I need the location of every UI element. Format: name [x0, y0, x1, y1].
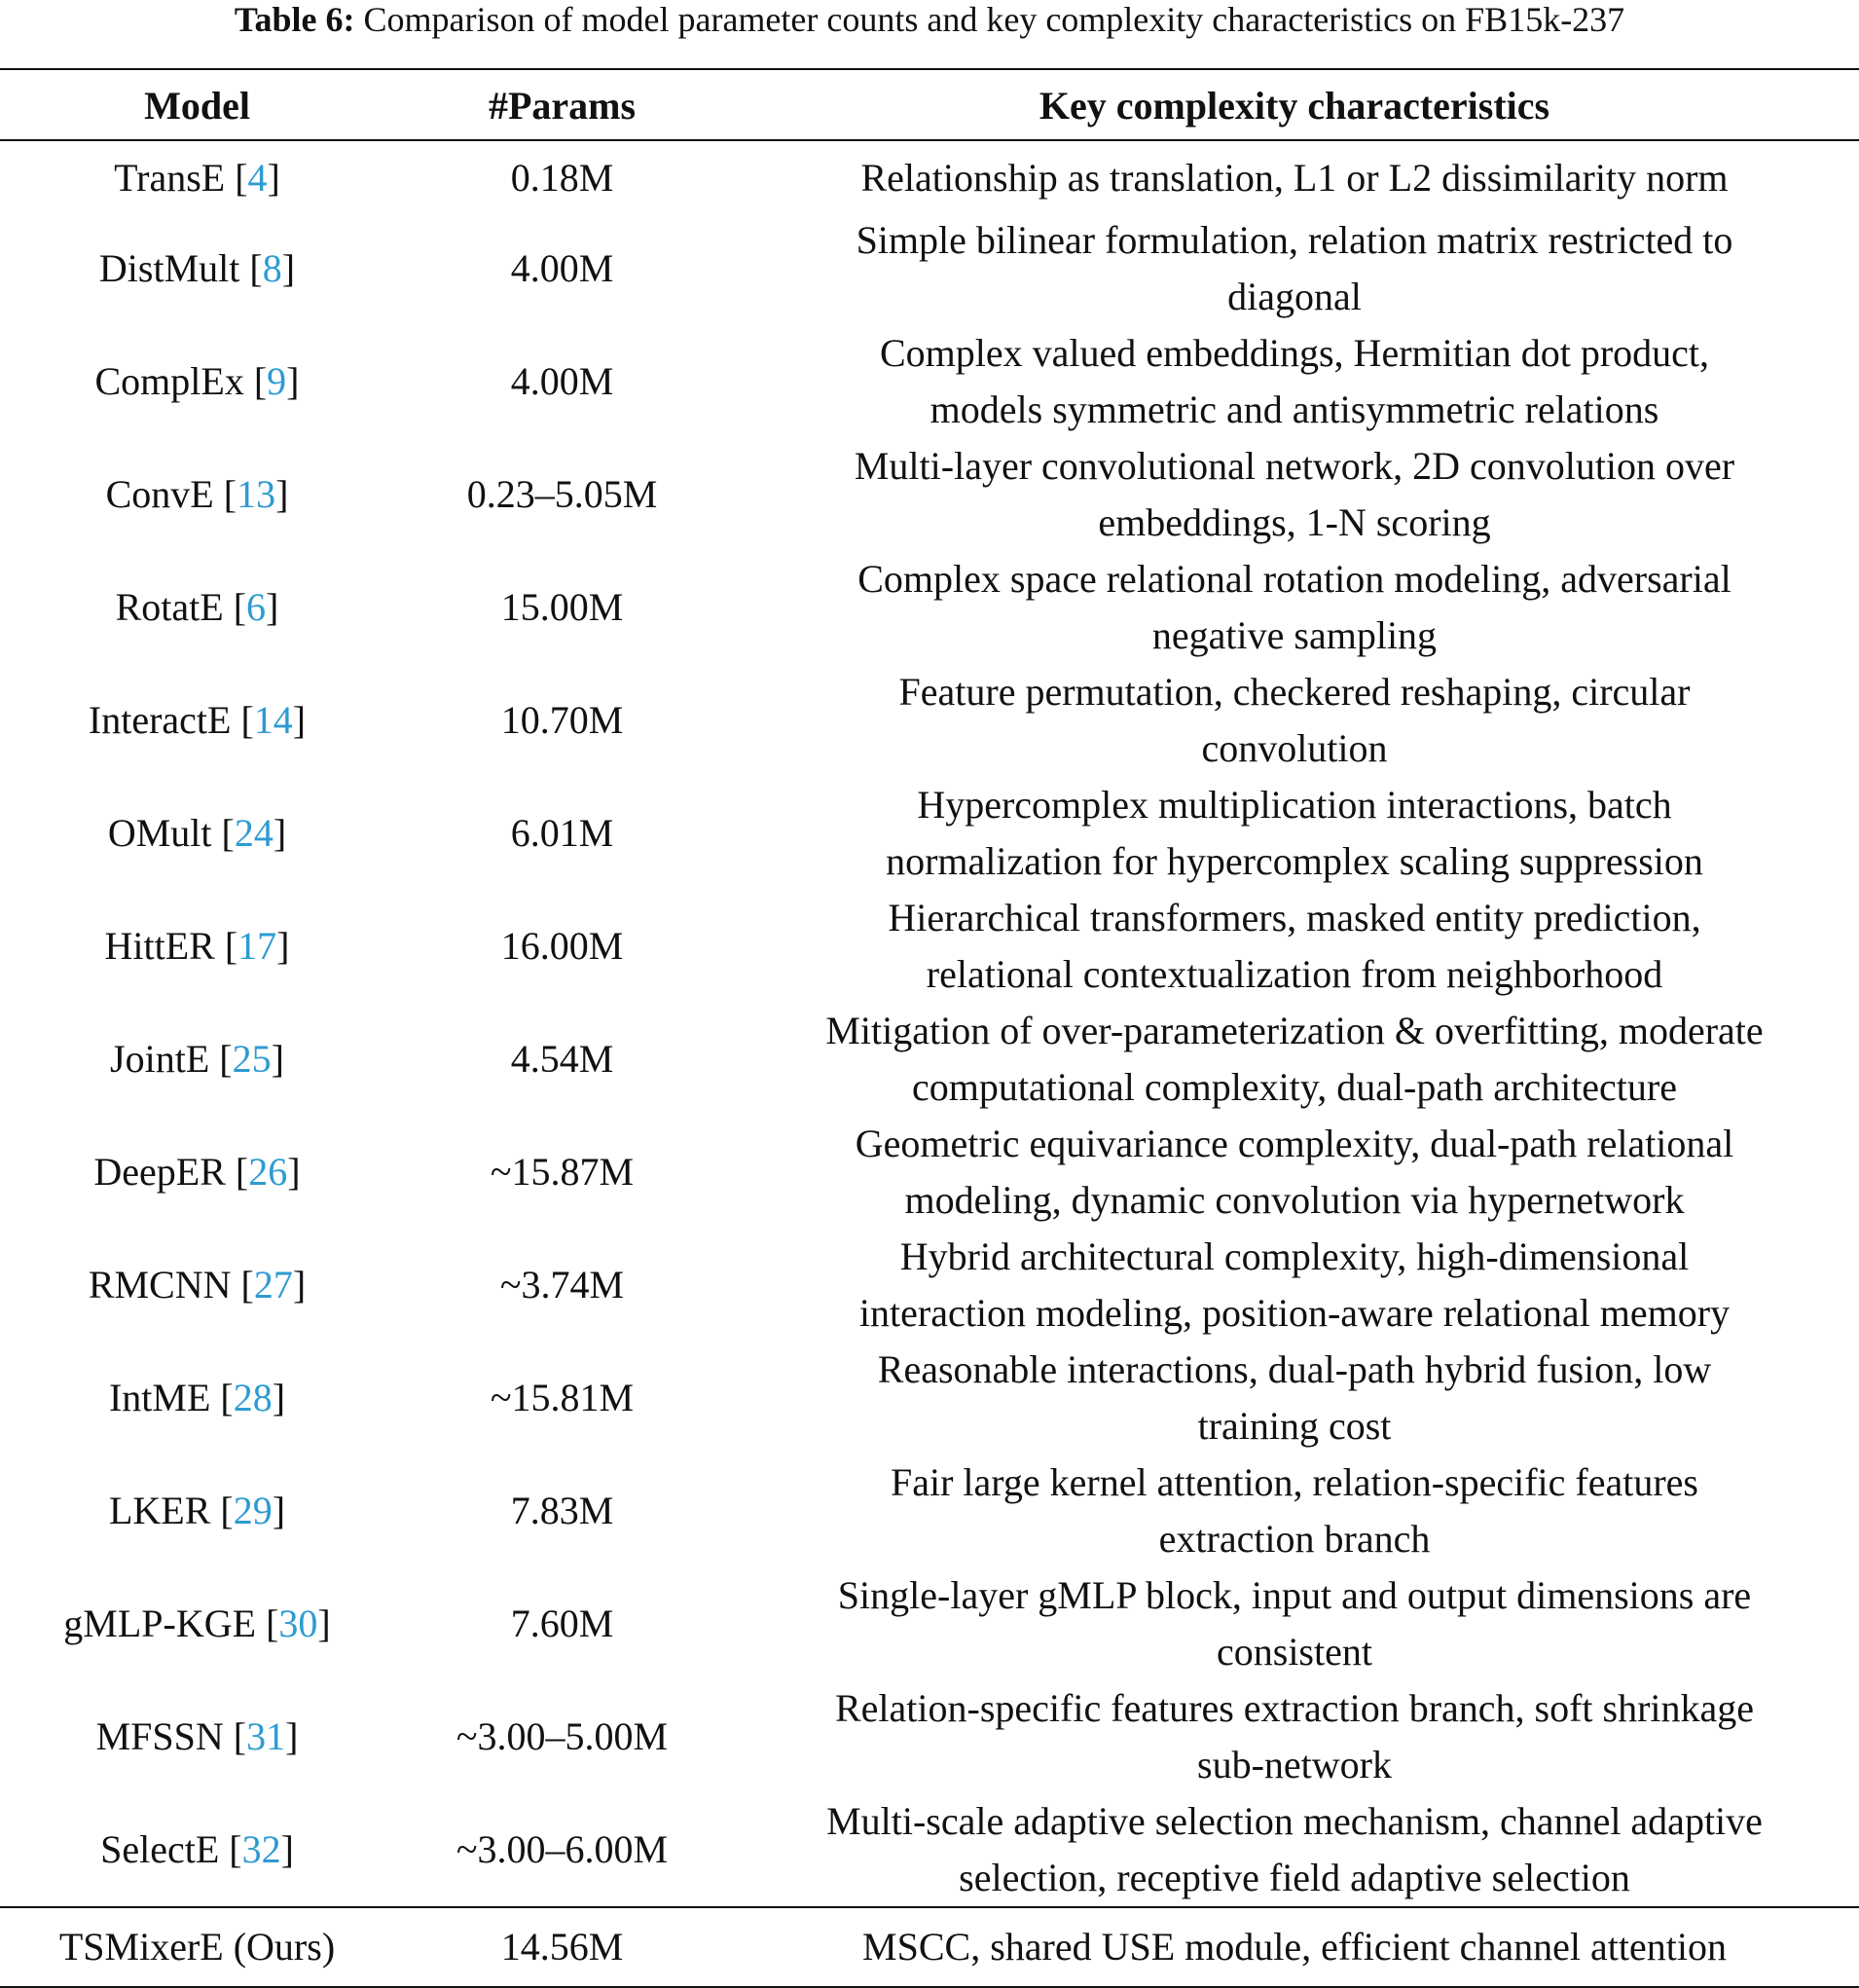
characteristics-line: normalization for hypercomplex scaling suppression	[886, 839, 1703, 883]
table-row	[0, 1116, 1859, 1229]
characteristics-line: selection, receptive field adaptive selection	[959, 1856, 1630, 1899]
characteristics-text	[861, 150, 1729, 206]
model-name: ComplEx	[94, 359, 244, 403]
table-row	[0, 212, 1859, 325]
citation-link[interactable]: 28	[233, 1376, 273, 1419]
citation-link[interactable]: 31	[246, 1714, 286, 1758]
citation-link[interactable]: 32	[241, 1827, 281, 1871]
characteristics-line: Multi-layer convolutional network, 2D convolution over	[854, 444, 1735, 488]
header-rule	[0, 139, 1859, 141]
model-name: RotatE	[115, 585, 224, 629]
characteristics-cell	[730, 777, 1859, 890]
table-row	[0, 1454, 1859, 1567]
characteristics-line: Mitigation of over-parameterization & overfitting, moderate	[825, 1009, 1764, 1052]
characteristics-cell	[730, 1342, 1859, 1454]
characteristics-cell	[730, 1680, 1859, 1793]
model-name: ConvE	[105, 472, 214, 516]
characteristics-cell	[730, 438, 1859, 551]
model-name: SelectE	[100, 1827, 220, 1871]
characteristics-line: Feature permutation, checkered reshaping, circular	[898, 670, 1691, 714]
model-cell: InteractE [ 14 ]	[0, 664, 394, 777]
characteristics-line: interaction modeling, position-aware relational memory	[858, 1291, 1731, 1335]
characteristics-text	[891, 1454, 1698, 1567]
characteristics-text	[888, 890, 1700, 1003]
model-cell: LKER [ 29 ]	[0, 1454, 394, 1567]
characteristics-line: Multi-scale adaptive selection mechanism, channel adaptive	[826, 1799, 1763, 1843]
characteristics-cell	[730, 1793, 1859, 1906]
table-row	[0, 1680, 1859, 1793]
table-row	[0, 1567, 1859, 1680]
characteristics-text	[825, 1003, 1763, 1116]
characteristics-line: convolution	[1201, 726, 1388, 770]
params-cell: ~3.00–6.00M	[456, 1827, 669, 1871]
table-row	[0, 325, 1859, 438]
params-cell: 4.54M	[510, 1037, 614, 1081]
params-ours: 14.56M	[500, 1925, 624, 1969]
characteristics-ours: MSCC, shared USE module, efficient channel attention	[862, 1925, 1727, 1969]
header-params: #Params	[488, 84, 637, 128]
model-name: LKER	[108, 1489, 211, 1532]
characteristics-text	[878, 1342, 1711, 1454]
model-name: DeepER	[93, 1150, 226, 1194]
characteristics-line: embeddings, 1-N scoring	[1098, 500, 1491, 544]
table-caption	[0, 0, 1859, 43]
params-cell: 0.18M	[510, 156, 614, 200]
characteristics-cell	[730, 212, 1859, 325]
characteristics-line: consistent	[1217, 1630, 1372, 1674]
characteristics-line: models symmetric and antisymmetric relations	[930, 387, 1659, 431]
model-cell: gMLP-KGE [ 30 ]	[0, 1567, 394, 1680]
characteristics-line: extraction branch	[1158, 1517, 1431, 1561]
citation-link[interactable]: 29	[233, 1489, 273, 1532]
params-cell: 4.00M	[510, 246, 614, 290]
characteristics-line: Simple bilinear formulation, relation matrix restricted to	[856, 218, 1733, 262]
citation-link[interactable]: 13	[237, 472, 276, 516]
citation-link[interactable]: 27	[253, 1263, 293, 1307]
table-row	[0, 438, 1859, 551]
header-model: Model	[144, 84, 250, 128]
model-cell: MFSSN [ 31 ]	[0, 1680, 394, 1793]
characteristics-line: Complex space relational rotation modeling, adversarial	[857, 557, 1731, 601]
table-row	[0, 1793, 1859, 1906]
top-rule	[0, 68, 1859, 70]
table-row	[0, 777, 1859, 890]
model-cell: SelectE [ 32 ]	[0, 1793, 394, 1906]
citation-link[interactable]: 4	[247, 156, 268, 200]
table-row	[0, 144, 1859, 212]
model-name: OMult	[107, 811, 212, 855]
model-name: IntME	[108, 1376, 211, 1419]
table-row	[0, 1342, 1859, 1454]
characteristics-cell	[730, 1003, 1859, 1116]
table-row	[0, 551, 1859, 664]
characteristics-line: Hypercomplex multiplication interactions, batch	[917, 783, 1672, 827]
characteristics-cell	[730, 551, 1859, 664]
characteristics-line: modeling, dynamic convolution via hypernetwork	[904, 1178, 1685, 1222]
characteristics-cell	[730, 664, 1859, 777]
characteristics-cell	[730, 890, 1859, 1003]
characteristics-line: Relation-specific features extraction branch, soft shrinkage	[834, 1686, 1755, 1730]
characteristics-cell	[730, 325, 1859, 438]
model-name: MFSSN	[95, 1714, 224, 1758]
model-cell: RMCNN [ 27 ]	[0, 1229, 394, 1342]
model-name-ours: TSMixerE (Ours)	[58, 1925, 336, 1969]
characteristics-text	[826, 1793, 1763, 1906]
ours-separator-rule	[0, 1906, 1859, 1908]
characteristics-cell	[730, 1454, 1859, 1567]
citation-link[interactable]: 25	[232, 1037, 272, 1081]
characteristics-line: Reasonable interactions, dual-path hybrid fusion, low	[877, 1347, 1712, 1391]
characteristics-text	[838, 1567, 1751, 1680]
table-row	[0, 1003, 1859, 1116]
header-characteristics: Key complexity characteristics	[1039, 84, 1550, 128]
characteristics-text	[855, 438, 1734, 551]
characteristics-text	[857, 212, 1733, 325]
model-cell: RotatE [ 6 ]	[0, 551, 394, 664]
citation-link[interactable]: 26	[248, 1150, 288, 1194]
model-cell: JointE [ 25 ]	[0, 1003, 394, 1116]
model-cell: ComplEx [ 9 ]	[0, 325, 394, 438]
citation-link[interactable]: 6	[246, 585, 267, 629]
params-cell: 15.00M	[500, 585, 624, 629]
characteristics-text	[886, 777, 1703, 890]
params-cell: ~15.81M	[490, 1376, 635, 1419]
citation-link[interactable]: 14	[253, 698, 293, 742]
characteristics-text	[856, 1116, 1734, 1229]
citation-link[interactable]: 8	[262, 246, 282, 290]
characteristics-text	[835, 1680, 1754, 1793]
caption-label: Table 6:	[234, 0, 355, 39]
characteristics-line: training cost	[1197, 1404, 1392, 1448]
characteristics-line: Complex valued embeddings, Hermitian dot product,	[879, 331, 1710, 375]
table-row	[0, 1229, 1859, 1342]
model-name: DistMult	[98, 246, 240, 290]
model-cell: ConvE [ 13 ]	[0, 438, 394, 551]
model-cell: TransE [ 4 ]	[0, 144, 394, 212]
table-row	[0, 664, 1859, 777]
model-cell: OMult [ 24 ]	[0, 777, 394, 890]
characteristics-line: negative sampling	[1151, 613, 1438, 657]
characteristics-cell	[730, 144, 1859, 212]
params-cell: 7.60M	[510, 1601, 614, 1645]
table-row-ours	[0, 1910, 1859, 1984]
characteristics-line: Relationship as translation, L1 or L2 dissimilarity norm	[860, 156, 1729, 200]
characteristics-line: Hierarchical transformers, masked entity prediction,	[888, 896, 1701, 939]
table-row	[0, 890, 1859, 1003]
params-cell: ~3.00–5.00M	[456, 1714, 669, 1758]
characteristics-text	[859, 1229, 1730, 1342]
model-cell: HittER [ 17 ]	[0, 890, 394, 1003]
characteristics-line: Single-layer gMLP block, input and output dimensions are	[837, 1573, 1752, 1617]
model-name: HittER	[104, 924, 215, 968]
table-header-row	[0, 74, 1859, 138]
characteristics-line: diagonal	[1227, 275, 1362, 318]
model-name: InteractE	[88, 698, 232, 742]
characteristics-line: Fair large kernel attention, relation-specific features	[891, 1460, 1698, 1504]
params-cell: ~15.87M	[490, 1150, 635, 1194]
model-name: TransE	[114, 156, 226, 200]
characteristics-cell	[730, 1229, 1859, 1342]
characteristics-text	[899, 664, 1691, 777]
citation-link[interactable]: 17	[237, 924, 277, 968]
model-name: JointE	[110, 1037, 210, 1081]
characteristics-cell	[730, 1116, 1859, 1229]
params-cell: 0.23–5.05M	[466, 472, 658, 516]
params-cell: 10.70M	[500, 698, 624, 742]
params-cell: 7.83M	[510, 1489, 614, 1532]
params-cell: 16.00M	[500, 924, 624, 968]
characteristics-line: Geometric equivariance complexity, dual-path relational	[855, 1122, 1734, 1165]
model-name: gMLP-KGE	[63, 1601, 257, 1645]
characteristics-line: Hybrid architectural complexity, high-dimensional	[899, 1234, 1690, 1278]
params-cell: 4.00M	[510, 359, 614, 403]
citation-link[interactable]: 24	[234, 811, 273, 855]
model-name: RMCNN	[88, 1263, 232, 1307]
model-cell: IntME [ 28 ]	[0, 1342, 394, 1454]
characteristics-cell	[730, 1567, 1859, 1680]
characteristics-line: sub-network	[1197, 1743, 1392, 1786]
model-cell: DistMult [ 8 ]	[0, 212, 394, 325]
params-cell: 6.01M	[510, 811, 614, 855]
caption-text: Comparison of model parameter counts and key complexity characteristics on FB15k-237	[363, 0, 1625, 39]
citation-link[interactable]: 30	[278, 1601, 318, 1645]
characteristics-line: relational contextualization from neighborhood	[926, 952, 1663, 996]
citation-link[interactable]: 9	[267, 359, 287, 403]
params-cell: ~3.74M	[499, 1263, 625, 1307]
characteristics-line: computational complexity, dual-path architecture	[912, 1065, 1677, 1109]
characteristics-text	[880, 325, 1709, 438]
characteristics-text	[857, 551, 1731, 664]
model-cell: DeepER [ 26 ]	[0, 1116, 394, 1229]
